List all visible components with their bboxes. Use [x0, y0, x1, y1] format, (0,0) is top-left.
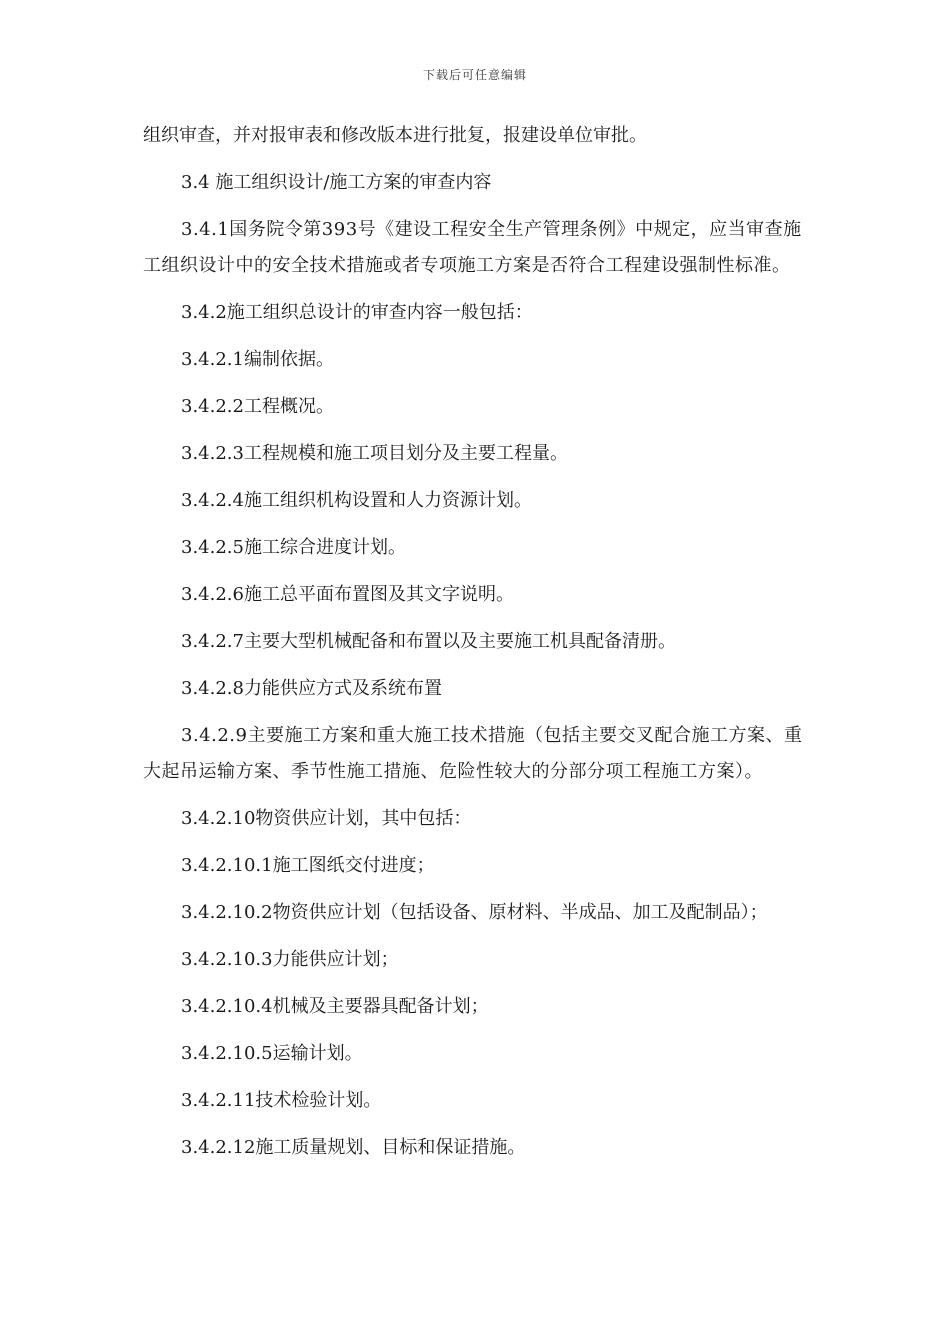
list-item: 3.4.2.2工程概况。	[181, 396, 334, 417]
list-item: 3.4.2.11技术检验计划。	[181, 1090, 382, 1111]
sub-list-item: 3.4.2.10.3力能供应计划；	[181, 949, 399, 970]
list-item: 3.4.2.8力能供应方式及系统布置	[181, 678, 442, 699]
sub-list-item: 3.4.2.10.5运输计划。	[181, 1043, 363, 1064]
section-heading: 3.4 施工组织设计/施工方案的审查内容	[181, 172, 492, 193]
list-item: 3.4.2.3工程规模和施工项目划分及主要工程量。	[181, 443, 568, 464]
list-item: 3.4.2.12施工质量规划、目标和保证措施。	[181, 1137, 526, 1158]
paragraph-3-4-1: 3.4.1国务院令第393号《建设工程安全生产管理条例》中规定，应当审查施工组织设计中的安全技术措施或者专项施工方案是否符合工程建设强制性标准。	[143, 219, 802, 276]
sub-list-item: 3.4.2.10.2物资供应计划（包括设备、原材料、半成品、加工及配制品）；	[181, 902, 768, 923]
sub-list-item: 3.4.2.10.1施工图纸交付进度；	[181, 855, 435, 876]
list-item: 3.4.2.7主要大型机械配备和布置以及主要施工机具配备清册。	[181, 631, 676, 652]
list-item: 3.4.2.10物资供应计划，其中包括：	[181, 808, 472, 829]
header-note: 下载后可任意编辑	[422, 68, 527, 82]
paragraph-3-4-2: 3.4.2施工组织总设计的审查内容一般包括：	[181, 302, 533, 323]
document-body	[143, 118, 813, 1177]
list-item: 3.4.2.6施工总平面布置图及其文字说明。	[181, 584, 514, 605]
sub-list-item: 3.4.2.10.4机械及主要器具配备计划；	[181, 996, 489, 1017]
list-item: 3.4.2.4施工组织机构设置和人力资源计划。	[181, 490, 532, 511]
list-item: 3.4.2.9主要施工方案和重大施工技术措施（包括主要交叉配合施工方案、重大起吊运输方案、季节性施工措施、危险性较大的分部分项工程施工方案）。	[143, 725, 803, 782]
list-item: 3.4.2.1编制依据。	[181, 349, 334, 370]
list-item: 3.4.2.5施工综合进度计划。	[181, 537, 406, 558]
paragraph-continuation: 组织审查，并对报审表和修改版本进行批复，报建设单位审批。	[143, 125, 647, 146]
